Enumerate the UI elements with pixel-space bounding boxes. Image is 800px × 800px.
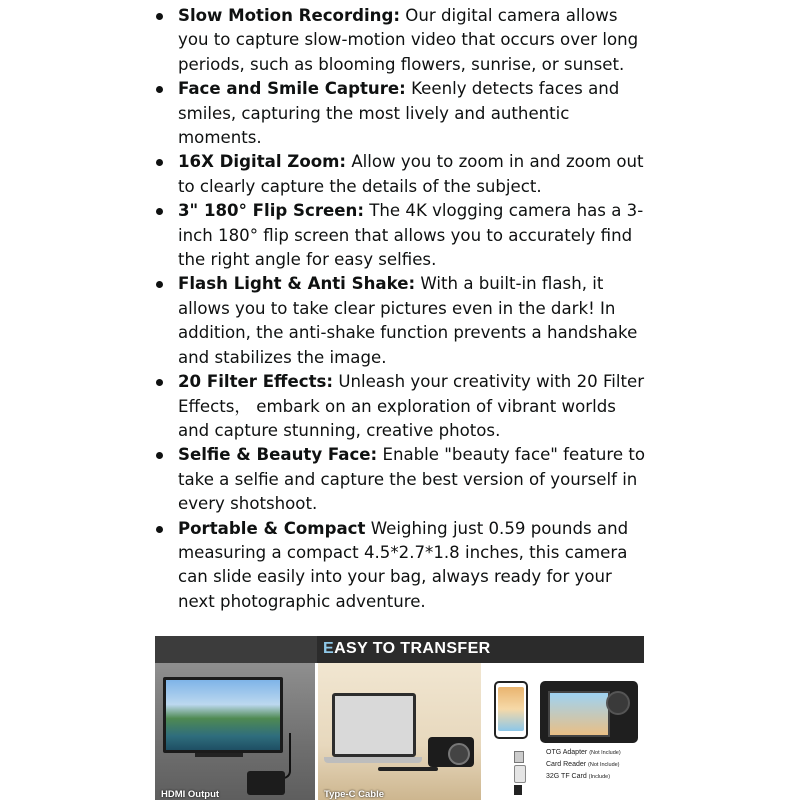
camera-illustration <box>540 681 638 743</box>
feature-title: Portable & Compact <box>178 518 366 538</box>
feature-item <box>152 77 652 150</box>
feature-text: Allow you to zoom in and zoom out to clearly capture the details of the subject. <box>178 152 644 196</box>
accessory-label: Card Reader (Not Include) <box>546 761 620 768</box>
transfer-banner-image <box>155 636 644 800</box>
phone-transfer-panel <box>484 663 644 800</box>
feature-text: Keenly detects faces and smiles, capturing the most lively and authentic moments. <box>178 79 620 148</box>
feature-item <box>152 150 652 199</box>
feature-item <box>152 4 652 77</box>
feature-title: Face and Smile Capture: <box>178 79 406 99</box>
feature-item <box>152 272 652 370</box>
banner-header <box>155 636 644 663</box>
feature-text: Enable "beauty face" feature to take a selfie and capture the best version of yourself in every shotshoot. <box>178 445 646 514</box>
feature-item <box>152 370 652 443</box>
type-c-cable-caption: Type-C Cable <box>324 789 385 800</box>
accessory-label: OTG Adapter (Not Include) <box>546 749 621 756</box>
tf-card-illustration <box>514 785 522 795</box>
feature-title: 16X Digital Zoom: <box>178 152 347 172</box>
feature-item <box>152 199 652 272</box>
feature-title: Selfie & Beauty Face: <box>178 445 378 465</box>
feature-item <box>152 443 652 516</box>
banner-title: EASY TO TRANSFER <box>323 640 491 657</box>
card-reader-illustration <box>514 765 526 783</box>
feature-list <box>152 4 652 614</box>
feature-title: 3" 180° Flip Screen: <box>178 201 364 221</box>
hdmi-output-panel <box>155 663 315 800</box>
feature-title: Flash Light & Anti Shake: <box>178 274 416 294</box>
accessory-label: 32G TF Card (Include) <box>546 773 611 780</box>
feature-text: Unleash your creativity with 20 Filter Effects， embark on an exploration of vibrant worlds and capture stunning, creative photos. <box>178 372 645 440</box>
feature-title: 20 Filter Effects: <box>178 372 334 392</box>
phone-illustration <box>494 681 528 739</box>
otg-adapter-illustration <box>514 751 524 763</box>
camera-illustration <box>428 737 474 767</box>
feature-text: With a built-in flash, it allows you to take clear pictures even in the dark! In addition, the anti-shake function prevents a handshake and stabilizes the image. <box>178 274 638 367</box>
feature-text: The 4K vlogging camera has a 3-inch 180° flip screen that allows you to accurately find the right angle for easy selfies. <box>178 201 644 270</box>
feature-title: Slow Motion Recording: <box>178 6 401 25</box>
type-c-cable-panel <box>318 663 481 800</box>
feature-text: Our digital camera allows you to capture slow-motion video that occurs over long periods, such as blooming flowers, sunrise, or sunset. <box>178 6 639 74</box>
feature-text: Weighing just 0.59 pounds and measuring a compact 4.5*2.7*1.8 inches, this camera can slide easily into your bag, always ready for your next photographic adventure. <box>178 518 629 611</box>
usb-cable-illustration <box>378 767 438 771</box>
camera-illustration <box>247 771 285 795</box>
feature-item <box>152 517 652 615</box>
hdmi-output-caption: HDMI Output <box>161 789 220 800</box>
laptop-illustration <box>332 693 416 757</box>
